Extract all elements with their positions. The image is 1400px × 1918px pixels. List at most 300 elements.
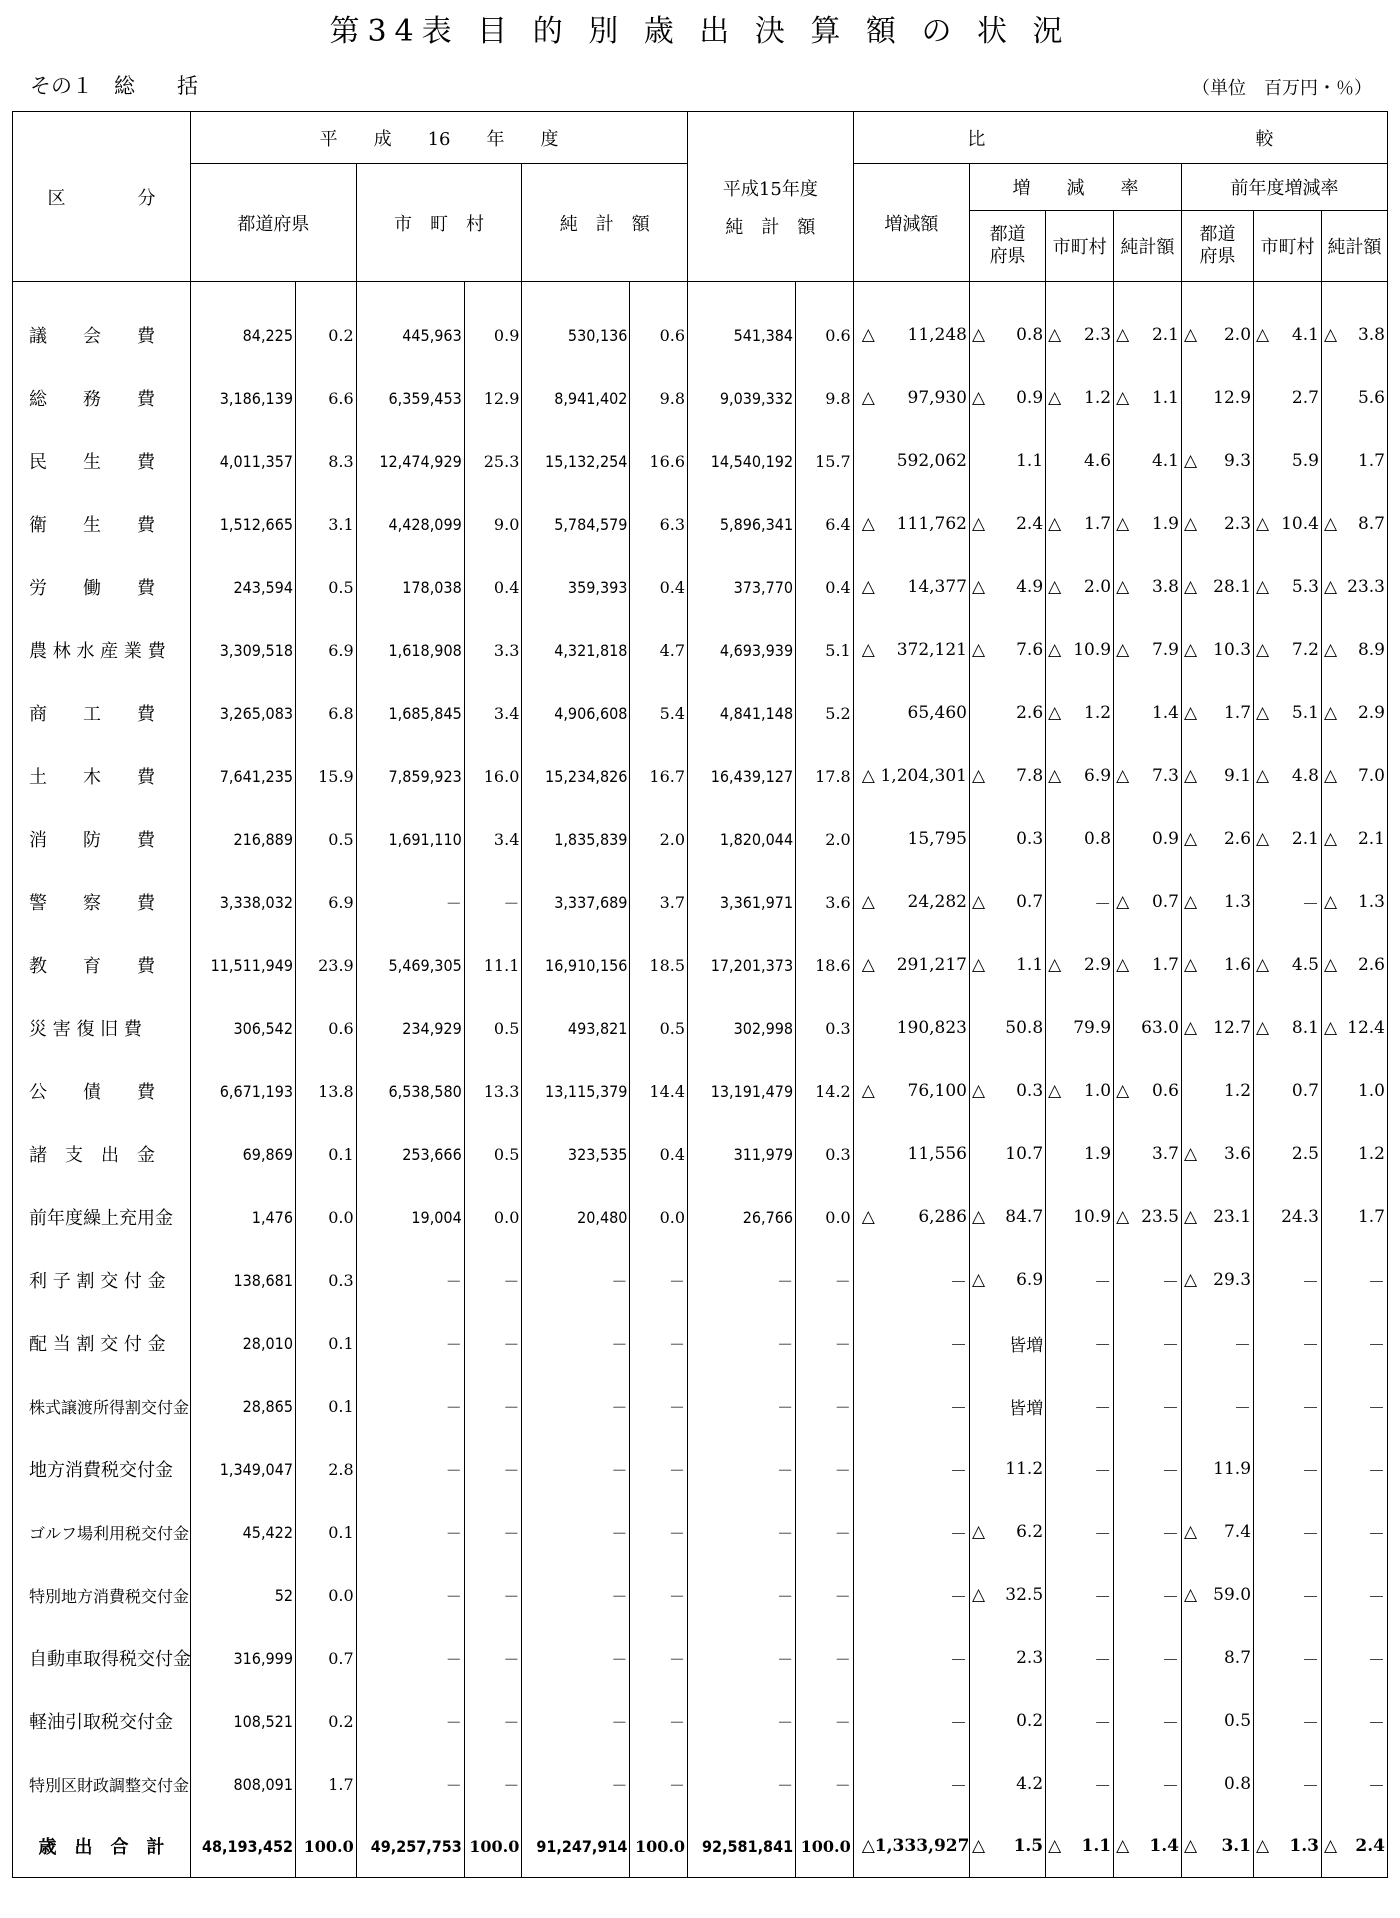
row-label: 災 害 復 旧 費 [13, 997, 191, 1060]
rate-value: 2.3 [1223, 514, 1252, 534]
rate-value: 2.7 [1291, 388, 1319, 408]
rate-value: 2.5 [1291, 1144, 1319, 1164]
cell-muni: 49,257,753 [356, 1816, 464, 1878]
rate-value: 2.1 [1357, 829, 1385, 849]
cell-chg [853, 745, 969, 808]
cell-chg [853, 282, 969, 367]
cell-muni-pct: － [464, 1690, 522, 1753]
change-value: 291,217 [896, 955, 967, 975]
rate-value: － [1234, 1398, 1252, 1419]
cell-muni-pct: － [464, 1312, 522, 1375]
cell-pref: 306,542 [191, 997, 296, 1060]
rate-value: － [1301, 894, 1319, 915]
cell-r2 [1046, 1375, 1114, 1438]
rate-value: 8.7 [1357, 514, 1385, 534]
decrease-marker: △ [1323, 955, 1338, 975]
cell-h15: 26,766 [688, 1186, 796, 1249]
cell-pref-pct: 0.0 [296, 1186, 357, 1249]
rate-value: 0.8 [1084, 829, 1112, 849]
cell-p1 [1181, 1690, 1253, 1753]
rate-value: 0.7 [1151, 892, 1179, 912]
rate-value: 1.0 [1084, 1081, 1112, 1101]
decrease-marker: △ [1048, 703, 1062, 723]
rate-value: 5.9 [1291, 451, 1319, 471]
cell-r3 [1114, 1564, 1182, 1627]
cell-h15-pct: － [796, 1501, 854, 1564]
cell-net-pct: － [630, 1249, 688, 1312]
rate-value: － [1368, 1587, 1385, 1608]
table-row [13, 1438, 1388, 1501]
cell-net: 493,821 [522, 997, 630, 1060]
rate-value: － [1094, 1461, 1112, 1482]
change-value: － [950, 1650, 967, 1671]
rate-value: 1.7 [1357, 451, 1385, 471]
decrease-marker: △ [1323, 1836, 1338, 1857]
cell-muni-pct: 0.5 [464, 1123, 522, 1186]
cell-p2 [1254, 682, 1322, 745]
cell-p1 [1181, 1501, 1253, 1564]
cell-muni-pct: 13.3 [464, 1060, 522, 1123]
rate-value: 10.9 [1073, 640, 1112, 660]
header-h15-net: 純 計 額 [688, 211, 854, 282]
rate-value: － [1301, 1587, 1319, 1608]
cell-muni: 1,691,110 [356, 808, 464, 871]
cell-p2 [1254, 1627, 1322, 1690]
row-label: 自動車取得税交付金 [13, 1627, 191, 1690]
rate-value: 10.9 [1073, 1207, 1112, 1227]
cell-muni-pct: 100.0 [464, 1816, 522, 1878]
decrease-marker: △ [1256, 955, 1270, 975]
cell-net-pct: － [630, 1753, 688, 1816]
cell-p3 [1321, 1501, 1387, 1564]
rate-value: 0.6 [1151, 1081, 1179, 1101]
cell-net-pct: 100.0 [630, 1816, 688, 1878]
rate-value: － [1161, 1776, 1179, 1797]
change-value: 11,248 [907, 325, 967, 346]
cell-r1 [970, 556, 1046, 619]
cell-r2 [1046, 493, 1114, 556]
cell-h15-pct: － [796, 1312, 854, 1375]
cell-muni-pct: 9.0 [464, 493, 522, 556]
rate-value: 1.6 [1223, 955, 1252, 975]
row-label: 衛 生 費 [13, 493, 191, 556]
rate-value: － [1301, 1272, 1319, 1293]
rate-value: 4.6 [1084, 451, 1112, 471]
decrease-marker: △ [1183, 451, 1198, 471]
cell-r3 [1114, 871, 1182, 934]
cell-net: 15,234,826 [522, 745, 630, 808]
cell-p2 [1254, 808, 1322, 871]
cell-p2 [1254, 745, 1322, 808]
cell-p3 [1321, 934, 1387, 997]
decrease-marker: △ [1323, 1018, 1338, 1038]
cell-pref: 3,338,032 [191, 871, 296, 934]
cell-net: － [522, 1375, 630, 1438]
cell-chg [853, 556, 969, 619]
row-label: ゴルフ場利用税交付金 [13, 1501, 191, 1564]
cell-muni-pct: 0.9 [464, 282, 522, 367]
table-row [13, 430, 1388, 493]
cell-r3 [1114, 1816, 1182, 1878]
cell-h15: 9,039,332 [688, 367, 796, 430]
cell-r1 [970, 1249, 1046, 1312]
cell-p2 [1254, 282, 1322, 367]
cell-p3 [1321, 367, 1387, 430]
rate-value: － [1161, 1650, 1179, 1671]
cell-net: － [522, 1501, 630, 1564]
cell-p2 [1254, 934, 1322, 997]
decrease-marker: △ [1256, 766, 1270, 786]
table-row [13, 1123, 1388, 1186]
cell-pref: 28,010 [191, 1312, 296, 1375]
header-rate-pref: 都道 府県 [970, 211, 1046, 282]
cell-net: 530,136 [522, 282, 630, 367]
cell-muni-pct: － [464, 871, 522, 934]
cell-p1 [1181, 1060, 1253, 1123]
rate-value: 皆増 [1009, 1335, 1044, 1356]
change-value: － [950, 1272, 967, 1293]
change-value: － [950, 1524, 967, 1545]
rate-value: 2.1 [1291, 829, 1319, 849]
rate-value: 0.3 [1016, 1081, 1044, 1101]
decrease-marker: △ [972, 1522, 986, 1542]
cell-net-pct: 0.0 [630, 1186, 688, 1249]
cell-net-pct: － [630, 1438, 688, 1501]
cell-chg [853, 1312, 969, 1375]
cell-r2 [1046, 1249, 1114, 1312]
rate-value: － [1368, 1650, 1385, 1671]
table-row [13, 1564, 1388, 1627]
cell-h15-pct: － [796, 1690, 854, 1753]
decrease-marker: △ [861, 577, 875, 597]
cell-chg [853, 619, 969, 682]
cell-chg [853, 367, 969, 430]
decrease-marker: △ [1323, 640, 1338, 660]
cell-r3 [1114, 1753, 1182, 1816]
rate-value: 7.6 [1016, 640, 1044, 660]
decrease-marker: △ [972, 388, 986, 408]
rate-value: － [1161, 1335, 1179, 1356]
rate-value: 5.1 [1291, 703, 1319, 723]
header-change-rate: 増 減 率 [970, 164, 1182, 211]
decrease-marker: △ [1116, 1081, 1130, 1101]
cell-r2 [1046, 1690, 1114, 1753]
rate-value: － [1301, 1776, 1319, 1797]
cell-h15-pct: － [796, 1753, 854, 1816]
rate-value: 5.6 [1357, 388, 1385, 408]
cell-muni: 178,038 [356, 556, 464, 619]
decrease-marker: △ [972, 1836, 986, 1857]
cell-r3 [1114, 1312, 1182, 1375]
cell-chg [853, 997, 969, 1060]
cell-p3 [1321, 1186, 1387, 1249]
rate-value: 8.9 [1357, 640, 1385, 660]
cell-pref: 1,476 [191, 1186, 296, 1249]
rate-value: 9.1 [1223, 766, 1252, 786]
row-label: 歳 出 合 計 [13, 1816, 191, 1878]
header-prev-change-rate: 前年度増減率 [1181, 164, 1387, 211]
cell-h15: － [688, 1501, 796, 1564]
decrease-marker: △ [1183, 1144, 1198, 1164]
cell-r3 [1114, 1249, 1182, 1312]
rate-value: － [1161, 1272, 1179, 1293]
rate-value: － [1301, 1650, 1319, 1671]
cell-p1 [1181, 808, 1253, 871]
rate-value: 0.3 [1016, 829, 1044, 849]
rate-value: － [1368, 1398, 1385, 1419]
rate-value: 0.7 [1291, 1081, 1319, 1101]
cell-r3 [1114, 682, 1182, 745]
cell-r1 [970, 619, 1046, 682]
rate-value: － [1234, 1335, 1252, 1356]
cell-p1 [1181, 871, 1253, 934]
cell-net: 8,941,402 [522, 367, 630, 430]
rate-value: 2.9 [1357, 703, 1385, 723]
cell-net-pct: 2.0 [630, 808, 688, 871]
rate-value: 3.8 [1357, 325, 1385, 346]
change-value: 1,204,301 [880, 766, 967, 786]
rate-value: 1.9 [1084, 1144, 1112, 1164]
cell-net: － [522, 1312, 630, 1375]
row-label: 配 当 割 交 付 金 [13, 1312, 191, 1375]
decrease-marker: △ [972, 766, 986, 786]
cell-pref-pct: 8.3 [296, 430, 357, 493]
rate-value: 23.3 [1347, 577, 1385, 597]
cell-pref-pct: 15.9 [296, 745, 357, 808]
cell-r3 [1114, 1186, 1182, 1249]
cell-h15-pct: － [796, 1564, 854, 1627]
rate-value: 12.7 [1213, 1018, 1252, 1038]
cell-muni: 19,004 [356, 1186, 464, 1249]
row-label: 議 会 費 [13, 282, 191, 367]
cell-h15: － [688, 1753, 796, 1816]
cell-pref-pct: 0.0 [296, 1564, 357, 1627]
decrease-marker: △ [1183, 1207, 1198, 1227]
decrease-marker: △ [972, 1081, 986, 1101]
cell-p1 [1181, 430, 1253, 493]
cell-h15: 302,998 [688, 997, 796, 1060]
change-value: 65,460 [907, 703, 967, 723]
header-prev-net: 純計額 [1321, 211, 1387, 282]
cell-h15-pct: 100.0 [796, 1816, 854, 1878]
cell-pref: 3,186,139 [191, 367, 296, 430]
cell-muni-pct: 0.4 [464, 556, 522, 619]
cell-muni-pct: 11.1 [464, 934, 522, 997]
decrease-marker: △ [861, 1836, 875, 1857]
rate-value: － [1301, 1524, 1319, 1545]
decrease-marker: △ [1183, 1270, 1198, 1290]
cell-muni-pct: 0.0 [464, 1186, 522, 1249]
cell-p2 [1254, 1123, 1322, 1186]
cell-p2 [1254, 1816, 1322, 1878]
cell-h15-pct: 2.0 [796, 808, 854, 871]
cell-chg [853, 871, 969, 934]
cell-r1 [970, 367, 1046, 430]
cell-h15-pct: 6.4 [796, 493, 854, 556]
cell-chg [853, 493, 969, 556]
rate-value: 2.3 [1084, 325, 1112, 346]
cell-h15-pct: 3.6 [796, 871, 854, 934]
decrease-marker: △ [1048, 640, 1062, 660]
cell-p3 [1321, 556, 1387, 619]
cell-muni-pct: － [464, 1375, 522, 1438]
cell-r2 [1046, 430, 1114, 493]
cell-chg [853, 1249, 969, 1312]
table-row [13, 1501, 1388, 1564]
cell-r2 [1046, 1060, 1114, 1123]
rate-value: 0.7 [1016, 892, 1044, 912]
cell-p2 [1254, 1375, 1322, 1438]
change-value: 190,823 [896, 1018, 967, 1038]
rate-value: 1.2 [1084, 703, 1112, 723]
cell-p2 [1254, 1753, 1322, 1816]
rate-value: 32.5 [1005, 1585, 1044, 1605]
change-value: － [950, 1461, 967, 1482]
rate-value: 29.3 [1213, 1270, 1252, 1290]
rate-value: 1.3 [1289, 1836, 1319, 1857]
cell-muni: 234,929 [356, 997, 464, 1060]
cell-h15: － [688, 1690, 796, 1753]
rate-value: 3.6 [1223, 1144, 1252, 1164]
table-row [13, 808, 1388, 871]
cell-chg [853, 1186, 969, 1249]
change-value: 6,286 [918, 1207, 967, 1227]
cell-h15: 16,439,127 [688, 745, 796, 808]
decrease-marker: △ [972, 955, 986, 975]
rate-value: 1.4 [1149, 1836, 1179, 1857]
cell-p3 [1321, 1060, 1387, 1123]
change-value: 111,762 [896, 514, 967, 534]
decrease-marker: △ [1183, 514, 1198, 534]
rate-value: 4.1 [1151, 451, 1179, 471]
rate-value: － [1094, 1776, 1112, 1797]
rate-value: 0.8 [1223, 1774, 1252, 1794]
decrease-marker: △ [1116, 955, 1130, 975]
rate-value: 1.9 [1151, 514, 1179, 534]
rate-value: 12.4 [1347, 1018, 1385, 1038]
header-prefectures: 都道府県 [191, 164, 357, 282]
rate-value: － [1094, 894, 1112, 915]
cell-p3 [1321, 1123, 1387, 1186]
cell-p2 [1254, 619, 1322, 682]
cell-r3 [1114, 430, 1182, 493]
cell-pref-pct: 13.8 [296, 1060, 357, 1123]
cell-h15: － [688, 1249, 796, 1312]
cell-muni-pct: 3.4 [464, 808, 522, 871]
table-row [13, 1690, 1388, 1753]
cell-chg [853, 1816, 969, 1878]
table-row [13, 1312, 1388, 1375]
cell-pref: 316,999 [191, 1627, 296, 1690]
cell-muni: 5,469,305 [356, 934, 464, 997]
cell-p2 [1254, 430, 1322, 493]
rate-value: － [1368, 1461, 1385, 1482]
table-row [13, 619, 1388, 682]
row-label: 警 察 費 [13, 871, 191, 934]
decrease-marker: △ [1256, 325, 1270, 346]
table-row [13, 1249, 1388, 1312]
row-label: 商 工 費 [13, 682, 191, 745]
cell-net: 4,321,818 [522, 619, 630, 682]
cell-r2 [1046, 1123, 1114, 1186]
cell-net-pct: 3.7 [630, 871, 688, 934]
cell-p3 [1321, 1690, 1387, 1753]
cell-p2 [1254, 1312, 1322, 1375]
change-value: 372,121 [896, 640, 967, 660]
cell-pref-pct: 0.3 [296, 1249, 357, 1312]
rate-value: 2.0 [1223, 325, 1252, 346]
decrease-marker: △ [1256, 1018, 1270, 1038]
decrease-marker: △ [1256, 1836, 1270, 1857]
cell-net-pct: 16.6 [630, 430, 688, 493]
cell-h15-pct: 15.7 [796, 430, 854, 493]
decrease-marker: △ [972, 892, 986, 912]
cell-pref: 6,671,193 [191, 1060, 296, 1123]
cell-net: 1,835,839 [522, 808, 630, 871]
cell-p2 [1254, 1060, 1322, 1123]
cell-muni: － [356, 1564, 464, 1627]
cell-p1 [1181, 282, 1253, 367]
decrease-marker: △ [861, 514, 875, 534]
rate-value: － [1368, 1272, 1385, 1293]
cell-net: 13,115,379 [522, 1060, 630, 1123]
cell-muni: 445,963 [356, 282, 464, 367]
decrease-marker: △ [1116, 1207, 1130, 1227]
cell-r3 [1114, 1627, 1182, 1690]
cell-r1 [970, 808, 1046, 871]
table-row [13, 493, 1388, 556]
cell-p1 [1181, 682, 1253, 745]
cell-r1 [970, 1816, 1046, 1878]
cell-chg [853, 1438, 969, 1501]
cell-net-pct: 18.5 [630, 934, 688, 997]
rate-value: － [1161, 1524, 1179, 1545]
cell-net-pct: 16.7 [630, 745, 688, 808]
cell-net-pct: － [630, 1312, 688, 1375]
cell-muni: 6,359,453 [356, 367, 464, 430]
rate-value: 4.5 [1291, 955, 1319, 975]
decrease-marker: △ [861, 1081, 875, 1101]
cell-h15: － [688, 1627, 796, 1690]
cell-muni-pct: 3.3 [464, 619, 522, 682]
cell-h15-pct: 18.6 [796, 934, 854, 997]
change-value: － [950, 1335, 967, 1356]
decrease-marker: △ [1116, 514, 1130, 534]
row-label: 前年度繰上充用金 [13, 1186, 191, 1249]
cell-r2 [1046, 1627, 1114, 1690]
cell-r3 [1114, 367, 1182, 430]
cell-h15: 4,693,939 [688, 619, 796, 682]
cell-net: 15,132,254 [522, 430, 630, 493]
cell-net-pct: 0.5 [630, 997, 688, 1060]
cell-r3 [1114, 808, 1182, 871]
cell-h15-pct: 17.8 [796, 745, 854, 808]
cell-muni-pct: － [464, 1627, 522, 1690]
cell-pref: 84,225 [191, 282, 296, 367]
rate-value: － [1161, 1461, 1179, 1482]
rate-value: 0.8 [1016, 325, 1044, 346]
cell-p3 [1321, 493, 1387, 556]
change-value: 24,282 [907, 892, 967, 912]
cell-r2 [1046, 367, 1114, 430]
row-label: 公 債 費 [13, 1060, 191, 1123]
cell-p1 [1181, 1564, 1253, 1627]
rate-value: 8.1 [1291, 1018, 1319, 1038]
cell-h15-pct: － [796, 1438, 854, 1501]
cell-net: 16,910,156 [522, 934, 630, 997]
cell-r1 [970, 934, 1046, 997]
rate-value: 2.3 [1016, 1648, 1044, 1668]
